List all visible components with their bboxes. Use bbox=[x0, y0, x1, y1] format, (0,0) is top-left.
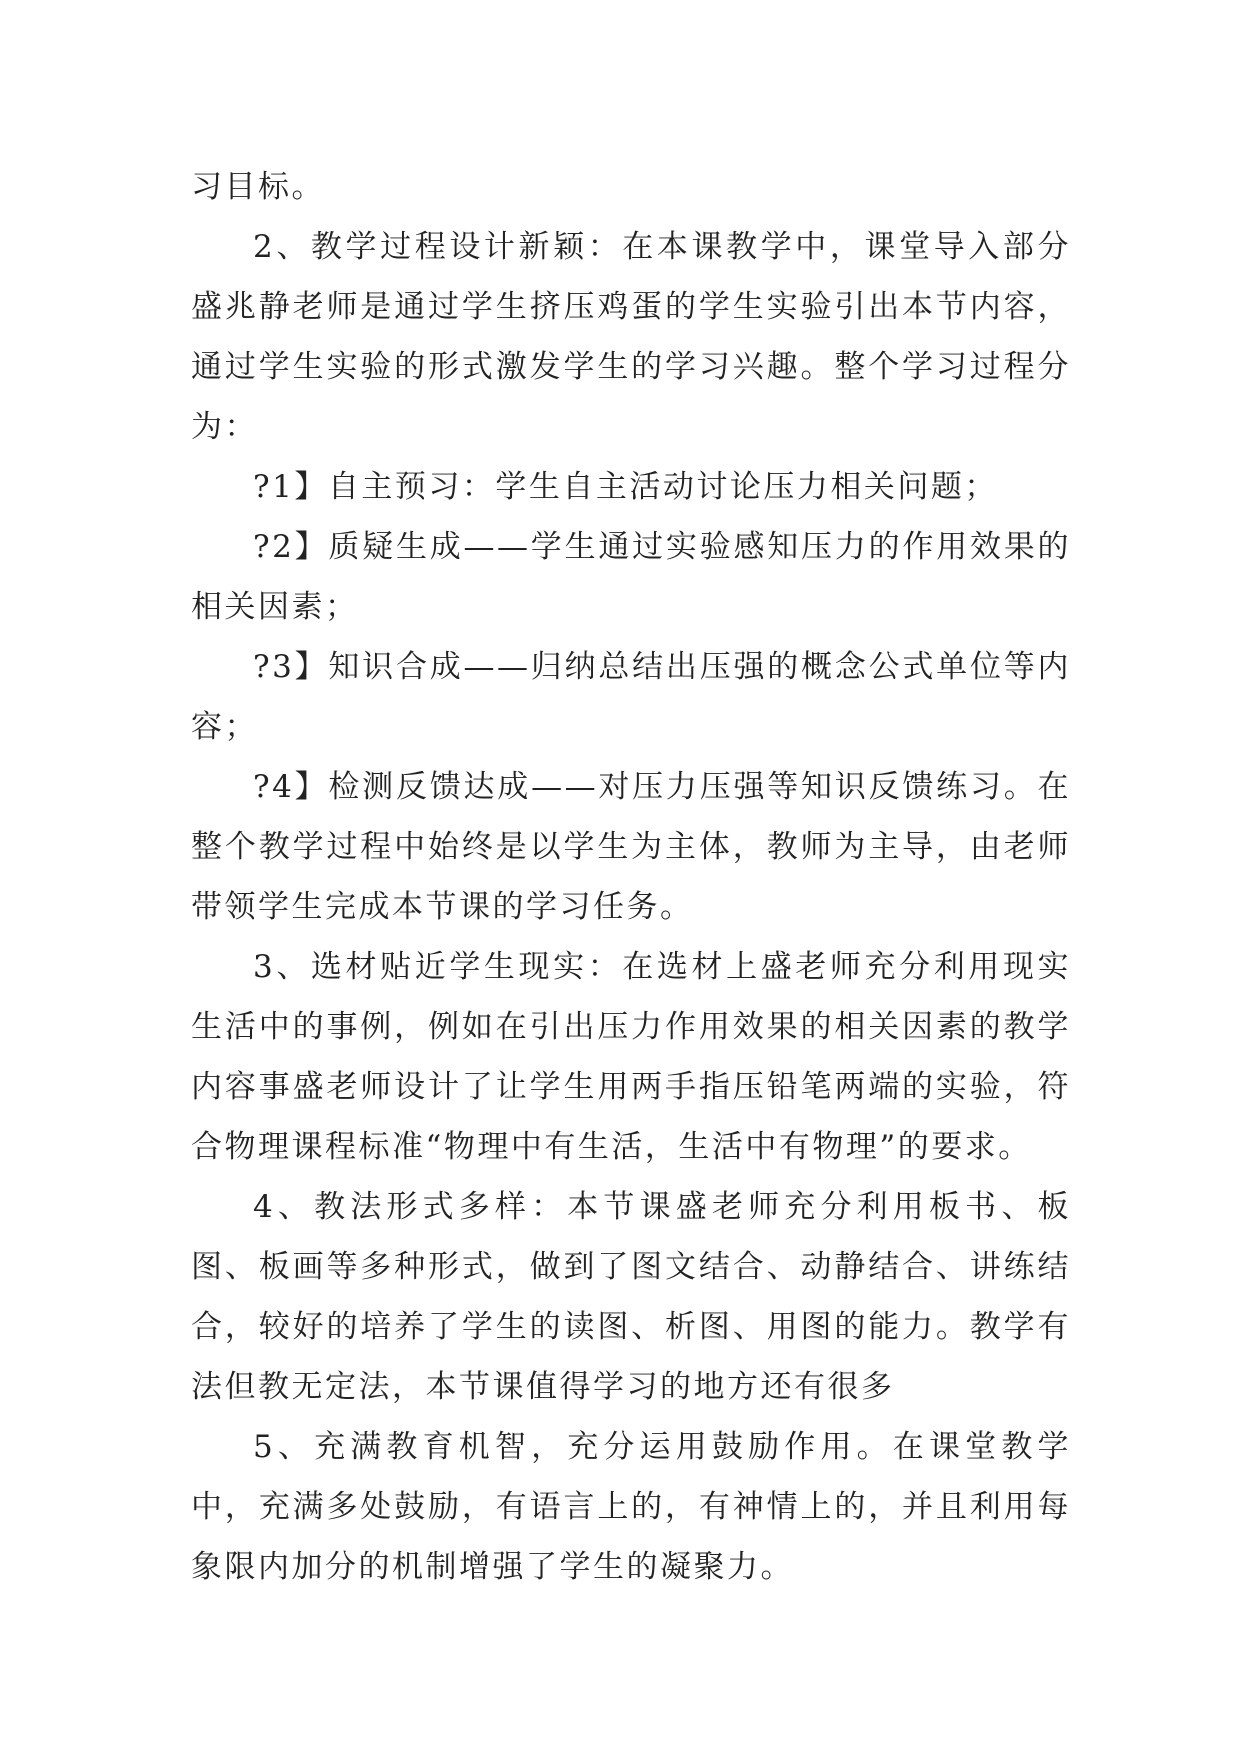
document-page bbox=[191, 157, 1071, 1597]
paragraph-step-1: ?1】自主预习：学生自主活动讨论压力相关问题； bbox=[253, 469, 998, 505]
paragraph-encouragement: 5、充满教育机智，充分运用鼓励作用。在课堂教学中，充满多处鼓励，有语言上的，有神情上的，并且利用每象限内加分的机制增强了学生的凝聚力。 bbox=[191, 1429, 1071, 1585]
paragraph-learning-goals-end: 习目标。 bbox=[191, 169, 325, 205]
paragraph-material-selection: 3、选材贴近学生现实：在选材上盛老师充分利用现实生活中的事例，例如在引出压力作用效果的相关因素的教学内容事盛老师设计了让学生用两手指压铅笔两端的实验，符合物理课程标准“物理中有生活，生活中有物理”的要求。 bbox=[191, 949, 1071, 1165]
paragraph-step-4: ?4】检测反馈达成——对压力压强等知识反馈练习。在整个教学过程中始终是以学生为主体，教师为主导，由老师带领学生完成本节课的学习任务。 bbox=[191, 769, 1071, 925]
paragraph-teaching-methods: 4、教法形式多样：本节课盛老师充分利用板书、板图、板画等多种形式，做到了图文结合、动静结合、讲练结合，较好的培养了学生的读图、析图、用图的能力。教学有法但教无定法，本节课值得学习的地方还有很多 bbox=[191, 1189, 1071, 1405]
paragraph-step-2: ?2】质疑生成——学生通过实验感知压力的作用效果的相关因素； bbox=[191, 529, 1071, 625]
paragraph-step-3: ?3】知识合成——归纳总结出压强的概念公式单位等内容； bbox=[191, 649, 1071, 745]
paragraph-teaching-process: 2、教学过程设计新颖：在本课教学中，课堂导入部分盛兆静老师是通过学生挤压鸡蛋的学生实验引出本节内容，通过学生实验的形式激发学生的学习兴趣。整个学习过程分为： bbox=[191, 229, 1071, 445]
